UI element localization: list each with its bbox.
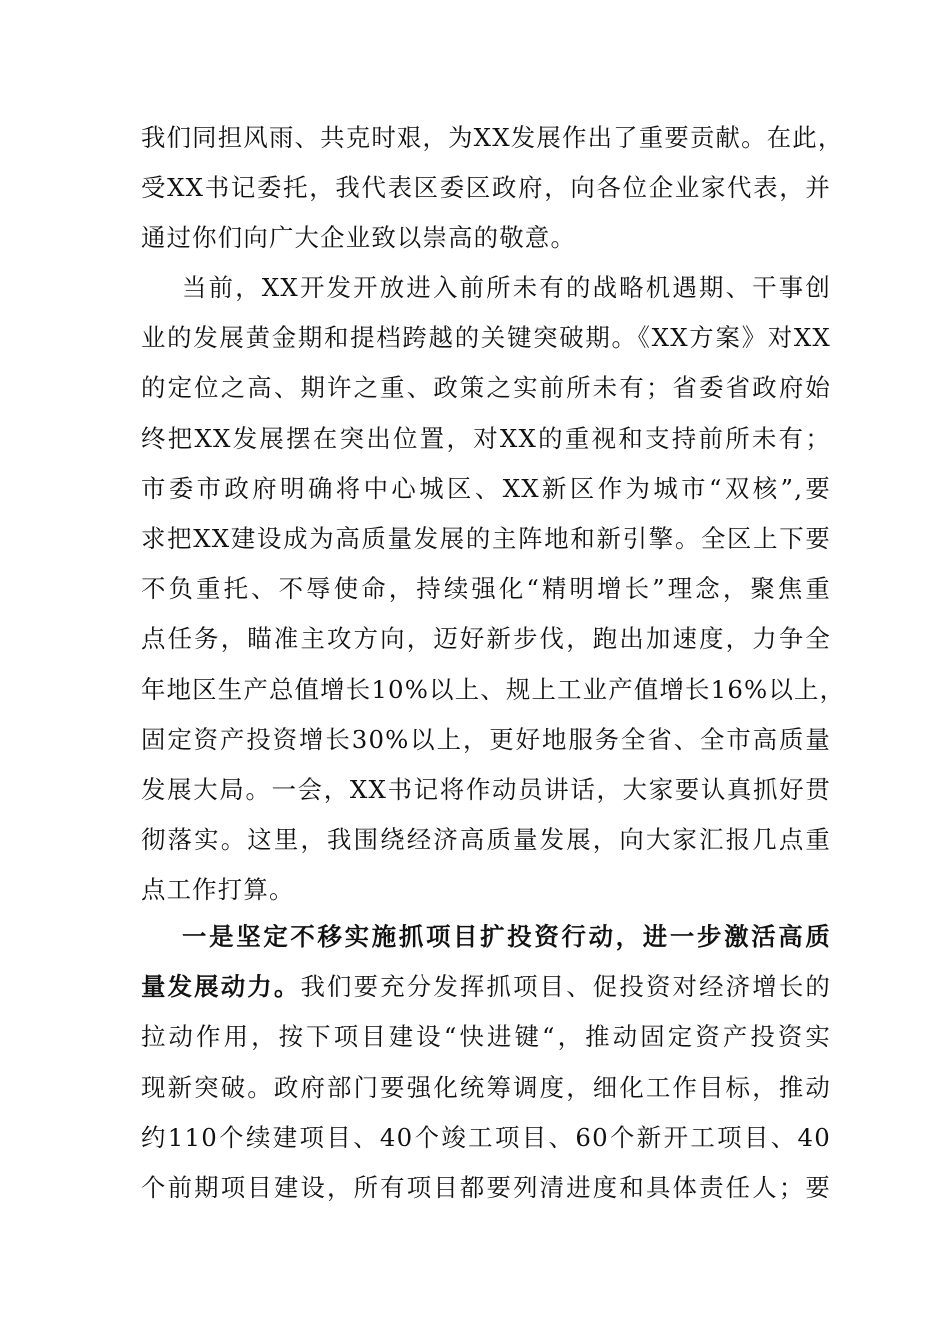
paragraph-project-investment [141, 912, 831, 1213]
text-line: 固定资产投资增长30%以上，更好地服务全省、全市高质量 [141, 724, 831, 754]
text-line: 拉动作用，按下项目建设“快进键“，推动固定资产投资实 [141, 1022, 831, 1052]
text-line: 终把XX发展摆在突出位置，对XX的重视和支持前所未有； [141, 423, 831, 453]
text-line: 求把XX建设成为高质量发展的主阵地和新引擎。全区上下要 [141, 523, 831, 553]
paragraph-current-situation [141, 263, 846, 915]
text-line: 约110个续建项目、40个竣工项目、60个新开工项目、40 [141, 1122, 831, 1152]
text-line: 市委市政府明确将中心城区、XX新区作为城市“双核”,要 [141, 473, 831, 503]
text-line: 的定位之高、期许之重、政策之实前所未有；省委省政府始 [141, 373, 831, 403]
text-line: 受XX书记委托，我代表区委区政府，向各位企业家代表，并 [141, 173, 831, 203]
text-line: 当前，XX开发开放进入前所未有的战略机遇期、干事创 [182, 273, 831, 302]
bold-heading-end: 量发展动力。 [141, 972, 301, 1002]
text-line: 点任务，瞄准主攻方向，迈好新步伐，跑出加速度，力争全 [141, 624, 831, 654]
text-line: 点工作打算。 [141, 875, 295, 905]
text-line: 我们同担风雨、共克时艰，为XX发展作出了重要贡献。在此， [141, 123, 844, 152]
text-line [141, 962, 831, 1012]
text-line: 个前期项目建设，所有项目都要列清进度和具体责任人；要 [141, 1172, 831, 1202]
text-line: 年地区生产总值增长10%以上、规上工业产值增长16%以上， [141, 674, 846, 704]
text-line: 业的发展黄金期和提档跨越的关键突破期。《XX方案》对XX [141, 323, 831, 353]
text-line: 现新突破。政府部门要强化统筹调度，细化工作目标，推动 [141, 1072, 831, 1102]
text-line: 不负重托、不辱使命，持续强化“精明增长”理念，聚焦重 [141, 574, 831, 604]
text-line: 彻落实。这里，我围绕经济高质量发展，向大家汇报几点重 [141, 825, 831, 855]
bold-heading-line: 一是坚定不移实施抓项目扩投资行动，进一步激活高质 [182, 922, 831, 951]
text-line: 发展大局。一会，XX书记将作动员讲话，大家要认真抓好贯 [141, 774, 831, 804]
paragraph-thanks [141, 113, 844, 264]
text-line: 通过你们向广大企业致以崇高的敬意。 [141, 223, 577, 253]
text-run: 我们要充分发挥抓项目、促投资对经济增长的 [300, 972, 831, 1002]
